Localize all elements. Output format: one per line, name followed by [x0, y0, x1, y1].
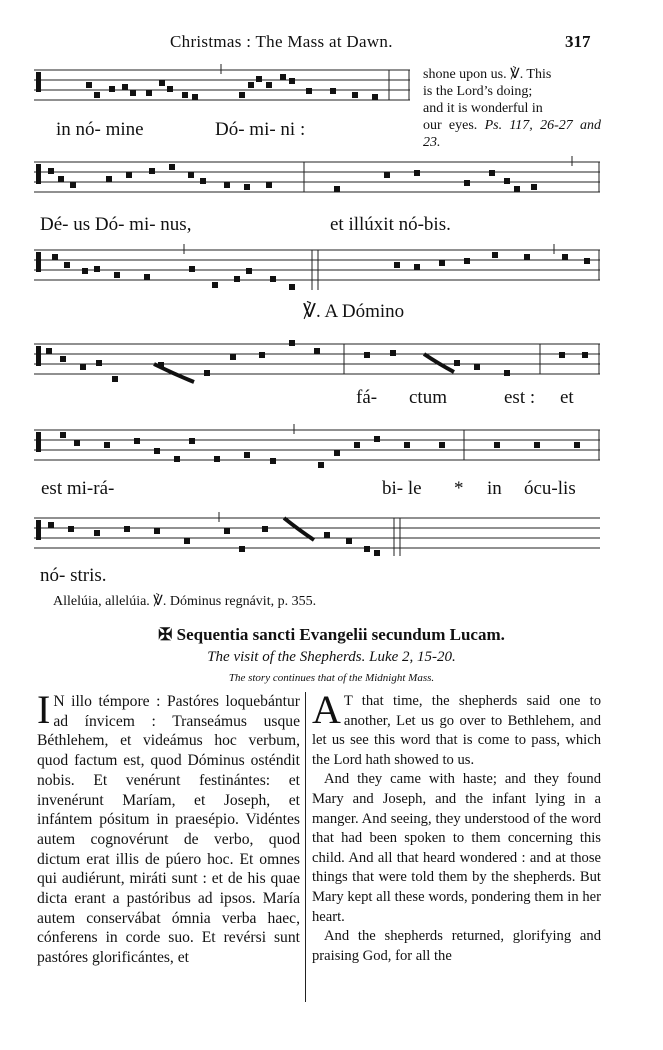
- sidenote: [423, 66, 601, 151]
- lyric-4d: et: [560, 387, 574, 408]
- sidenote-line: is the Lord’s doing;: [423, 84, 533, 99]
- psalm-reference: Ps. 117, 26-27 and 23.: [423, 118, 601, 150]
- lyric-5a: est mi-rá-: [41, 478, 115, 499]
- lyric-5b: bi- le: [382, 478, 422, 499]
- running-title: Christmas : The Mass at Dawn.: [170, 32, 393, 51]
- chant-staff-4: [34, 330, 604, 390]
- lyric-1a: in nó- mine: [56, 119, 144, 140]
- lyric-4c: est :: [504, 387, 536, 408]
- sidenote-line: and it is wonderful in: [423, 101, 543, 116]
- lyric-6a: nó- stris.: [40, 565, 107, 586]
- column-divider: [305, 692, 306, 1002]
- lyric-5e: ócu-lis: [524, 478, 576, 499]
- lyric-1b: Dó- mi- ni :: [215, 119, 306, 140]
- chant-staff-5: [34, 422, 604, 478]
- latin-text: N illo témpore : Pastóres loquebántur ad ínvicem : Transeámus usque Béthlehem, et videámus hoc verbum, quod factum est, quod Dóminus osténdit nobis. Et venérunt festinántes: et invenérunt Maríam, et Joseph, et infántem pósitum in praesépio. Vidéntes autem cognovérunt de verbo, quod dictum erat illis de púero hoc. Et omnes qui audiérunt, miráti sunt : et de his quae dicta erant a pastóribus ad ipsos. María autem conservábat ómnia verba haec, cónferens in corde suo. Et revérsi sunt pastóres glorificántes, et: [37, 693, 300, 967]
- lyric-5c: *: [454, 478, 464, 499]
- sidenote-line: shone upon us. ℣. This: [423, 67, 552, 82]
- gospel-subtitle: The visit of the Shepherds. Luke 2, 15-20.: [207, 649, 456, 665]
- latin-text-column: [37, 687, 300, 968]
- english-para-2: And they came with haste; and they found Mary and Joseph, and the infant lying in a manger. And seeing, they understood of the word that had been spoken to them concerning this child. And all that heard wondered : and at those things that were told them by the shepherds. But Mary kept all these words, pondering them in her heart.: [312, 771, 601, 925]
- page-number: 317: [565, 32, 591, 51]
- english-para-3: And the shepherds returned, glorifying and praising God, for all the: [312, 928, 601, 964]
- chant-staff-1: [34, 64, 414, 114]
- running-head: [0, 32, 663, 52]
- lyric-4b: ctum: [409, 387, 447, 408]
- lyric-4a: fá-: [356, 387, 378, 408]
- gospel-title: ✠ Sequentia sancti Evangelii secundum Lucam.: [158, 625, 505, 644]
- english-text-column: [312, 687, 601, 966]
- latin-dropcap: I: [37, 687, 51, 732]
- lyric-3a: ℣. A Dómino: [303, 301, 405, 322]
- gospel-note: The story continues that of the Midnight Mass.: [228, 672, 435, 684]
- chant-staff-2: [34, 156, 604, 208]
- lyric-2a: Dé- us Dó- mi- nus,: [40, 214, 192, 235]
- english-para-1: T that time, the shepherds said one to another, Let us go over to Bethlehem, and let us see this word that is come to pass, which the Lord hath showed to us.: [312, 693, 601, 768]
- chant-staff-6: [34, 512, 604, 564]
- chant-staff-3: [34, 244, 604, 302]
- lyric-2b: et illúxit nó-bis.: [330, 214, 451, 235]
- english-dropcap: A: [312, 687, 341, 732]
- alleluia-line: Allelúia, allelúia. ℣. Dóminus regnávit, p. 355.: [53, 594, 317, 609]
- sidenote-line: our eyes.: [423, 118, 478, 133]
- lyric-5d: in: [487, 478, 502, 499]
